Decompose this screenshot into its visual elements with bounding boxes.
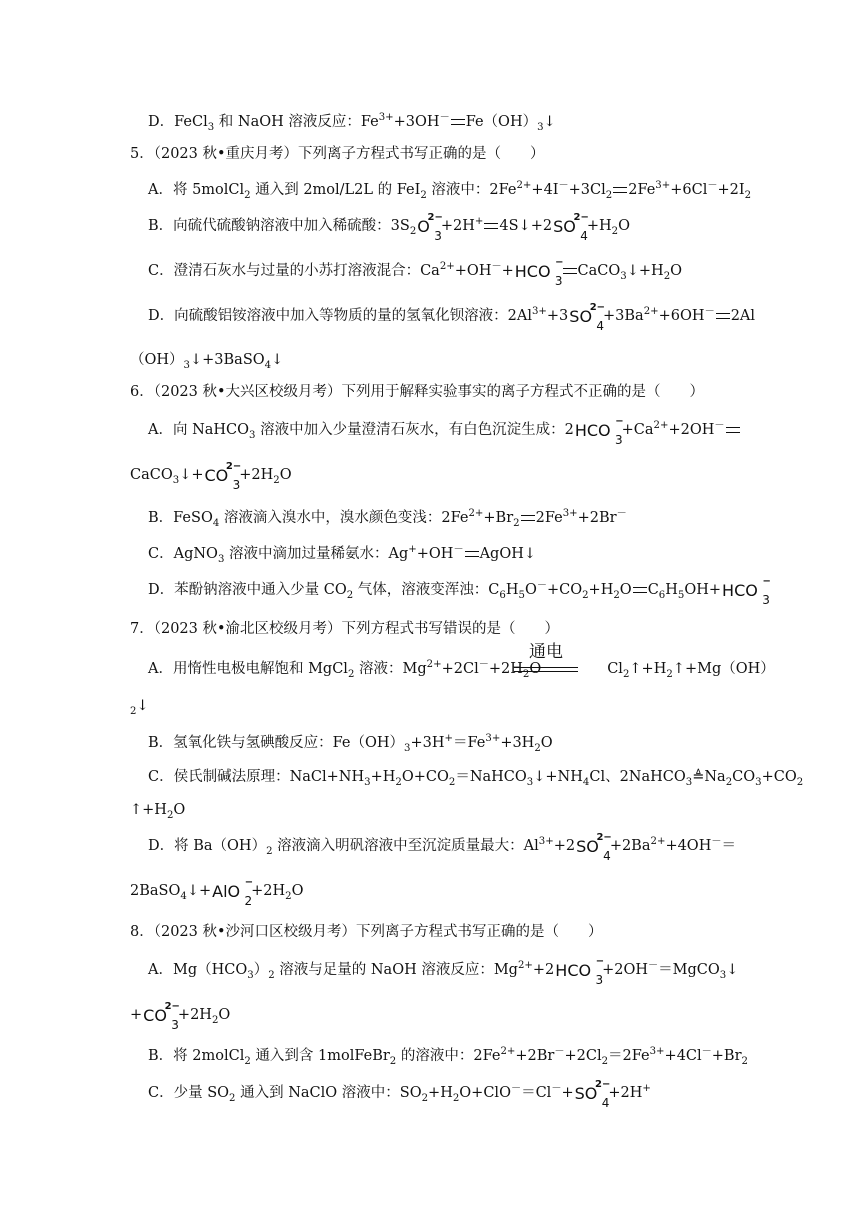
question-6-option-c: C．AgNO$_3$ 溶液中滴加过量稀氨水：Ag++OH－ AgOH↓ xyxy=(148,544,536,565)
electrolysis-label: 通电 xyxy=(529,642,563,662)
question-5-option-b: B．向硫代硫酸钠溶液中加入稀硫酸：$3S_2O$ 3 2− +2H+ 4S↓+2SO 4 2− $+H_2O$ xyxy=(148,212,630,243)
question-7-option-b: B．氢氧化铁与氢碘酸反应：$Fe(OH)_3+3H^+=Fe^{3+}+3H_2O$ xyxy=(148,733,553,754)
question-7-option-c-continued: $↑+H_2O$ xyxy=(130,802,186,821)
question-7-stem: 7．（2023 秋•渝北区校级月考）下列方程式书写错误的是（ ） xyxy=(130,621,560,637)
question-6-option-a: A．向 NaHCO$_3$ 溶液中加入少量澄清石灰水，有白色沉淀生成：2HCO 3 − $+Ca^{2+}+2OH^-$ xyxy=(148,420,741,439)
question-5-stem: 5．（2023 秋•重庆月考）下列离子方程式书写正确的是（ ） xyxy=(130,146,545,162)
question-6-option-a-continued: CaCO$_3$↓+CO 3 2− $+2H_2O$ xyxy=(130,461,292,492)
question-8-option-b: B．将 2molCl$_2$ 通入到含 1molFeBr$_2$ 的溶液中：$2Fe^{2+}+2Br^-+2Cl_2=2Fe^{3+}+4Cl^-+Br_2$ xyxy=(148,1046,748,1067)
question-5-option-d-continued: $(OH)_3↓+3BaSO_4↓$ xyxy=(130,352,284,371)
electrolysis-condition xyxy=(514,643,578,675)
question-5-option-a: A．将 5molCl$_2$ 通入到 2mol/L2L 的 FeI$_2$ 溶液中：$2Fe^{2+}+4I^-+3Cl_2$ $2Fe^{3+}+6Cl^-+2I_2$ xyxy=(148,180,752,201)
question-7-option-c: C．侯氏制碱法原理：$NaCl+NH_3+H_2O+CO_2=NaHCO_3↓+NH_4Cl$、$2NaHCO_3≜Na_2CO_3+CO_2$ xyxy=(148,769,804,788)
electrolysis-double-bar xyxy=(514,667,578,672)
question-7-option-d: D．将 $Ba(OH)_2$ 溶液滴入明矾溶液中至沉淀质量最大：$Al^{3+}+2SO$ 4 2− $+2Ba^{2+}+4OH^-=$ xyxy=(148,832,736,863)
question-8-option-c: C．少量 $SO_2$ 通入到 NaClO 溶液中：$SO_2+H_2O+ClO^-=Cl^-+SO$ 4 2− +2H+ xyxy=(148,1079,651,1110)
question-8-option-a-continued: +CO 3 2− $+2H_2O$ xyxy=(130,1001,231,1032)
question-7-option-d-continued: 2BaSO$_4$↓+AlO 2 − $+2H_2O$ xyxy=(130,877,304,908)
question-7-option-a-continued: $_2$↓ xyxy=(130,698,149,717)
question-7-option-a: A．用惰性电极电解饱和 MgCl$_2$ 溶液：$Mg^{2+}+2Cl^-+2H_2O$ $Cl_2↑+H_2↑+Mg(OH)$ xyxy=(148,659,775,680)
question-8-option-a: A．$Mg(HCO_3)_2$ 溶液与足量的 NaOH 溶液反应：$Mg^{2+}+2HCO$ 3 − +2OH－＝MgCO$_3$↓ xyxy=(148,956,739,987)
question-8-stem: 8．（2023 秋•沙河口区校级月考）下列离子方程式书写正确的是（ ） xyxy=(130,924,603,940)
option-d-q4: D．FeCl$_3$ 和 NaOH 溶液反应：$Fe^{3+}+3OH^-$ $Fe(OH)_3↓$ xyxy=(148,112,556,133)
question-6-stem: 6．（2023 秋•大兴区校级月考）下列用于解释实验事实的离子方程式不正确的是（ ） xyxy=(130,384,705,400)
question-5-option-c: C．澄清石灰水与过量的小苏打溶液混合：$Ca^{2+}+OH^-+HCO$ 3 − $CaCO_3↓+H_2O$ xyxy=(148,257,683,288)
question-6-option-b: B．FeSO$_4$ 溶液滴入溴水中，溴水颜色变浅：$2Fe^{2+}+Br_2$ $2Fe^{3+}+2Br^-$ xyxy=(148,508,627,529)
question-5-option-d: D．向硫酸铝铵溶液中加入等物质的量的氢氧化钡溶液：$2Al^{3+}+3SO$ 4 2− $+3Ba^{2+}+6OH^-$ 2Al xyxy=(148,302,756,333)
question-6-option-d: D．苯酚钠溶液中通入少量 $CO_2$ 气体，溶液变浑浊：$C_6H_5O^-+CO_2+H_2O$ $C_6H_5OH+HCO$ 3 − xyxy=(148,576,771,607)
